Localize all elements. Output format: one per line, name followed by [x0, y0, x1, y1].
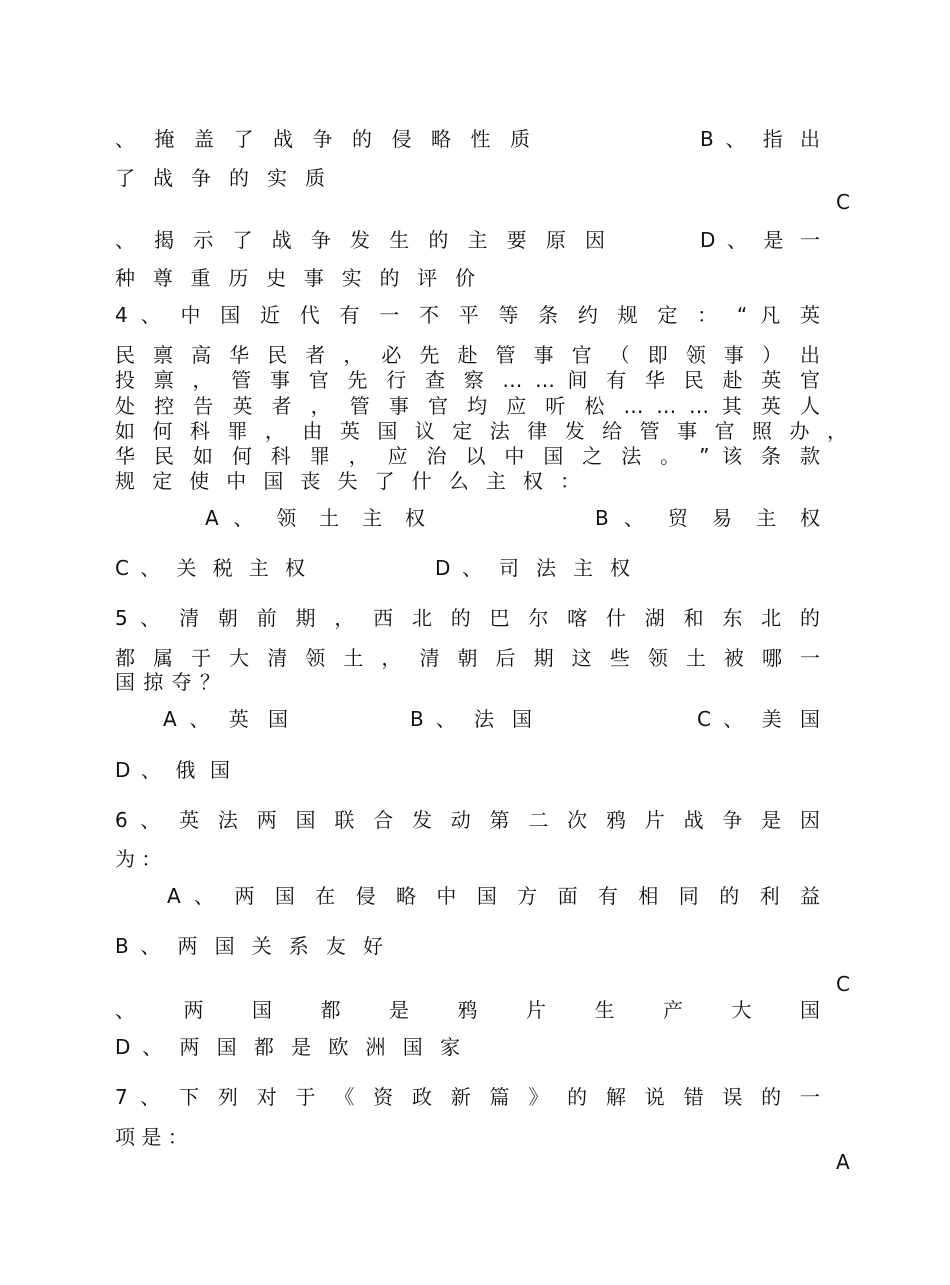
q5-option-d: D 、 俄 国	[115, 758, 230, 782]
q6-option-b: B 、 两 国 关 系 友 好	[115, 934, 383, 958]
q3-option-c: 、 揭 示 了 战 争 发 生 的 主 要 原 因	[115, 228, 605, 252]
q7-stem-line-1: 7 、 下 列 对 于 《 资 政 新 篇 》 的 解 说 错 误 的 一	[115, 1085, 820, 1109]
q7-stem-line-2: 项 是 ：	[115, 1125, 188, 1149]
q6-option-d: D 、 两 国 都 是 欧 洲 国 家	[115, 1035, 460, 1059]
q5-stem-line-3: 国 掠 夺 ？	[115, 670, 220, 694]
q4-stem-line-6: 华 民 如 何 科 罪 ， 应 治 以 中 国 之 法 。 ” 该 条 款	[115, 444, 820, 468]
q7-option-a-letter: A	[836, 1150, 850, 1174]
q4-stem-line-2: 民 禀 高 华 民 者 ， 必 先 赴 管 事 官 （ 即 领 事 ） 出	[115, 343, 820, 367]
q4-stem-line-5: 如 何 科 罪 ， 由 英 国 议 定 法 律 发 给 管 事 官 照 办 ，	[115, 419, 847, 443]
q5-option-c: C 、 美 国	[697, 707, 820, 731]
q4-stem-line-7: 规 定 使 中 国 丧 失 了 什 么 主 权 ：	[115, 469, 580, 493]
q4-option-c: C 、 关 税 主 权	[115, 556, 305, 580]
q5-stem-line-1: 5 、 清 朝 前 期 ， 西 北 的 巴 尔 喀 什 湖 和 东 北 的	[115, 606, 820, 630]
q5-option-a: A 、 英 国	[163, 707, 288, 731]
q6-option-c: 、 两 国 都 是 鸦 片 生 产 大 国	[115, 998, 820, 1022]
q4-stem-line-1: 4 、 中 国 近 代 有 一 不 平 等 条 约 规 定 ： “ 凡 英	[115, 303, 820, 327]
q4-option-d: D 、 司 法 主 权	[435, 556, 630, 580]
q3-option-b: B 、 指 出	[700, 127, 820, 151]
q4-option-b: B 、 贸 易 主 权	[595, 506, 820, 530]
q6-option-c-letter: C	[836, 972, 850, 996]
q3-option-b-cont: 了 战 争 的 实 质	[115, 166, 325, 190]
q4-stem-line-3: 投 禀 ， 管 事 官 先 行 查 察 … … 间 有 华 民 赴 英 官	[115, 368, 820, 392]
q4-stem-line-4: 处 控 告 英 者 ， 管 事 官 均 应 听 松 … … … 其 英 人	[115, 394, 820, 418]
q4-option-a: A 、 领 土 主 权	[205, 506, 425, 530]
q6-stem-line-2: 为 ：	[115, 847, 162, 871]
q3-option-d-cont: 种 尊 重 历 史 事 实 的 评 价	[115, 266, 475, 290]
q5-option-b: B 、 法 国	[410, 707, 532, 731]
q3-option-a: 、 掩 盖 了 战 争 的 侵 略 性 质	[115, 127, 530, 151]
q3-option-c-letter: C	[836, 190, 850, 214]
q6-option-a: A 、 两 国 在 侵 略 中 国 方 面 有 相 同 的 利 益	[167, 884, 820, 908]
q6-stem-line-1: 6 、 英 法 两 国 联 合 发 动 第 二 次 鸦 片 战 争 是 因	[115, 808, 820, 832]
q3-option-d: D 、 是 一	[700, 228, 820, 252]
q5-stem-line-2: 都 属 于 大 清 领 土 ， 清 朝 后 期 这 些 领 土 被 哪 一	[115, 646, 820, 670]
